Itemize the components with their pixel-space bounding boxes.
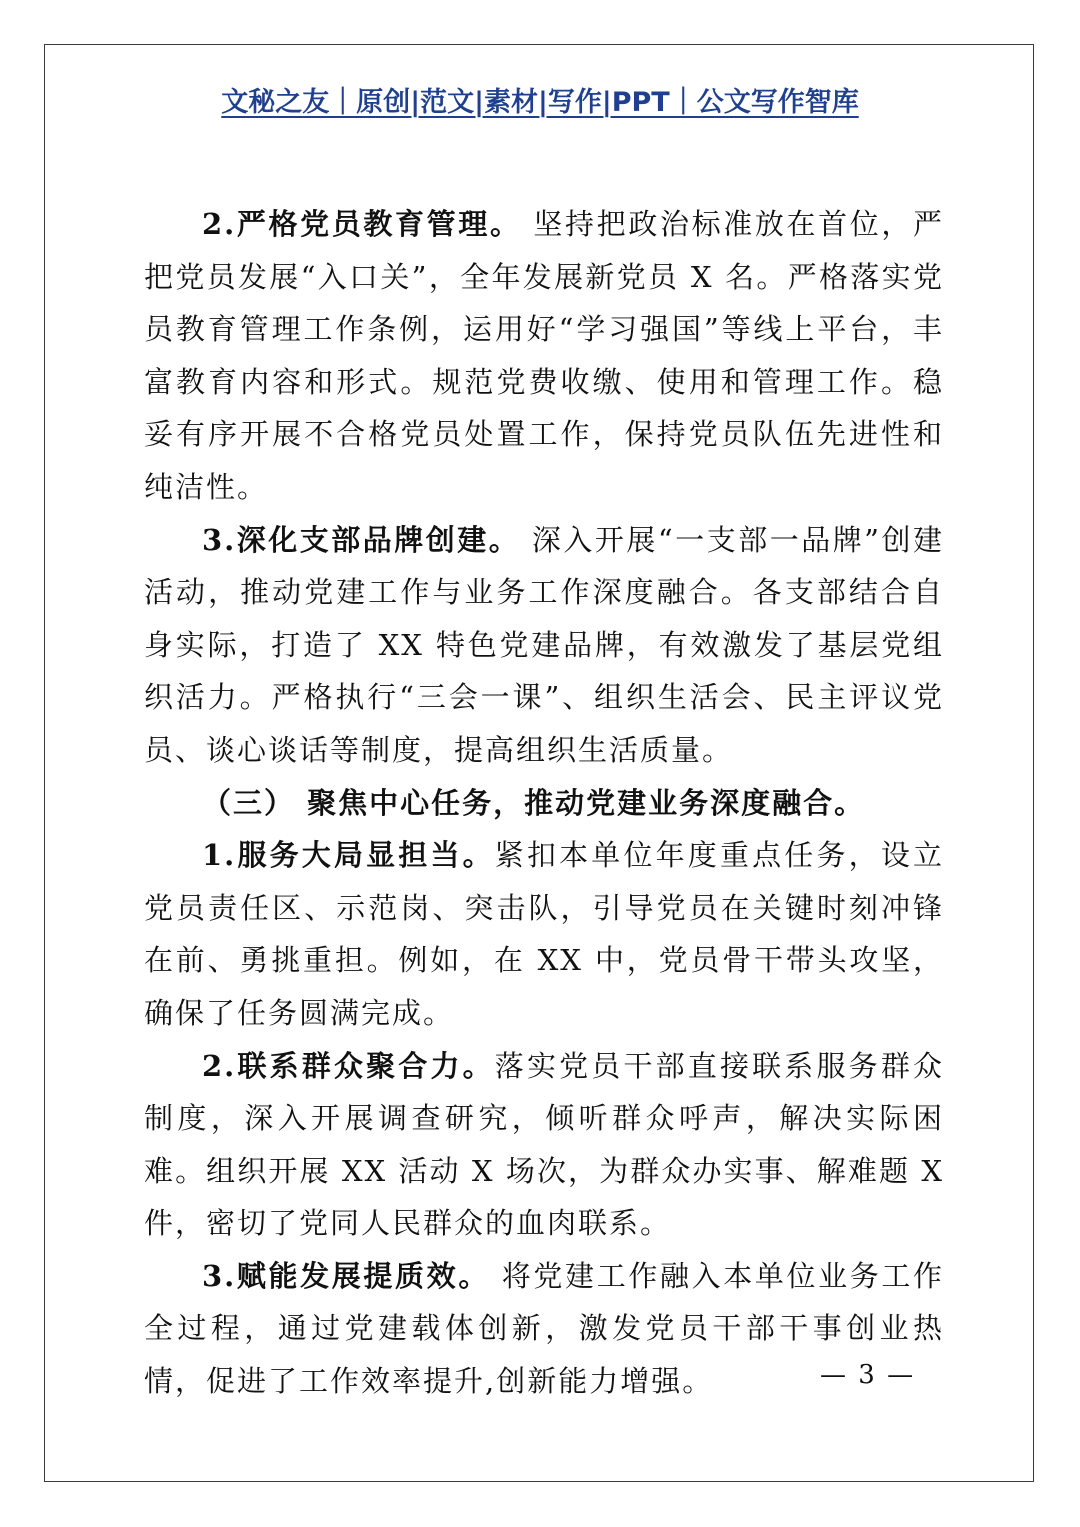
paragraph-branch-brand (144, 514, 944, 777)
header-link[interactable]: 文秘之友｜原创|范文|素材|写作|PPT｜公文写作智库 (221, 87, 859, 118)
paragraph-text: 紧扣本单位年度重点任务，设立党员责任区、示范岗、突击队，引导党员在关键时刻冲锋在前、勇挑重担。例如，在 XX 中，党员骨干带头攻坚，确保了任务圆满完成。 (144, 838, 944, 1030)
paragraph-text: 将党建工作融入本单位业务工作全过程，通过党建载体创新，激发党员干部干事创业热情，促进了工作效率提升,创新能力增强。 (144, 1258, 944, 1399)
section-heading-three (144, 777, 944, 830)
paragraph-heading: 2.联系群众聚合力。 (202, 1048, 495, 1083)
document-header[interactable] (0, 80, 1080, 119)
paragraph-text: 坚持把政治标准放在首位，严把党员发展“入口关”，全年发展新党员 X 名。严格落实党员教育管理工作条例，运用好“学习强国”等线上平台，丰富教育内容和形式。规范党费收缴、使用和管理工作。稳妥有序开展不合格党员处置工作，保持党员队伍先进性和纯洁性。 (144, 207, 944, 504)
section-heading: （三） 聚焦中心任务，推动党建业务深度融合。 (202, 785, 866, 820)
paragraph-heading: 1.服务大局显担当。 (202, 838, 495, 873)
paragraph-heading: 3.赋能发展提质效。 (202, 1258, 490, 1293)
paragraph-heading: 3.深化支部品牌创建。 (202, 522, 521, 557)
paragraph-party-member-education (144, 198, 944, 514)
page-number: — 3 — (820, 1360, 916, 1390)
paragraph-text: 深入开展“一支部一品牌”创建活动，推动党建工作与业务工作深度融合。各支部结合自身实际，打造了 XX 特色党建品牌，有效激发了基层党组织活力。严格执行“三会一课”、组织生活会、民主评议党员、谈心谈话等制度，提高组织生活质量。 (144, 522, 944, 767)
paragraph-text: 落实党员干部直接联系服务群众制度，深入开展调查研究，倾听群众呼声，解决实际困难。组织开展 XX 活动 X 场次，为群众办实事、解难题 X 件，密切了党同人民群众的血肉联系。 (144, 1048, 944, 1241)
paragraph-connect-masses (144, 1040, 944, 1250)
paragraph-serve-overall (144, 829, 944, 1039)
paragraph-heading: 2.严格党员教育管理。 (202, 207, 522, 241)
document-body (144, 198, 944, 1408)
